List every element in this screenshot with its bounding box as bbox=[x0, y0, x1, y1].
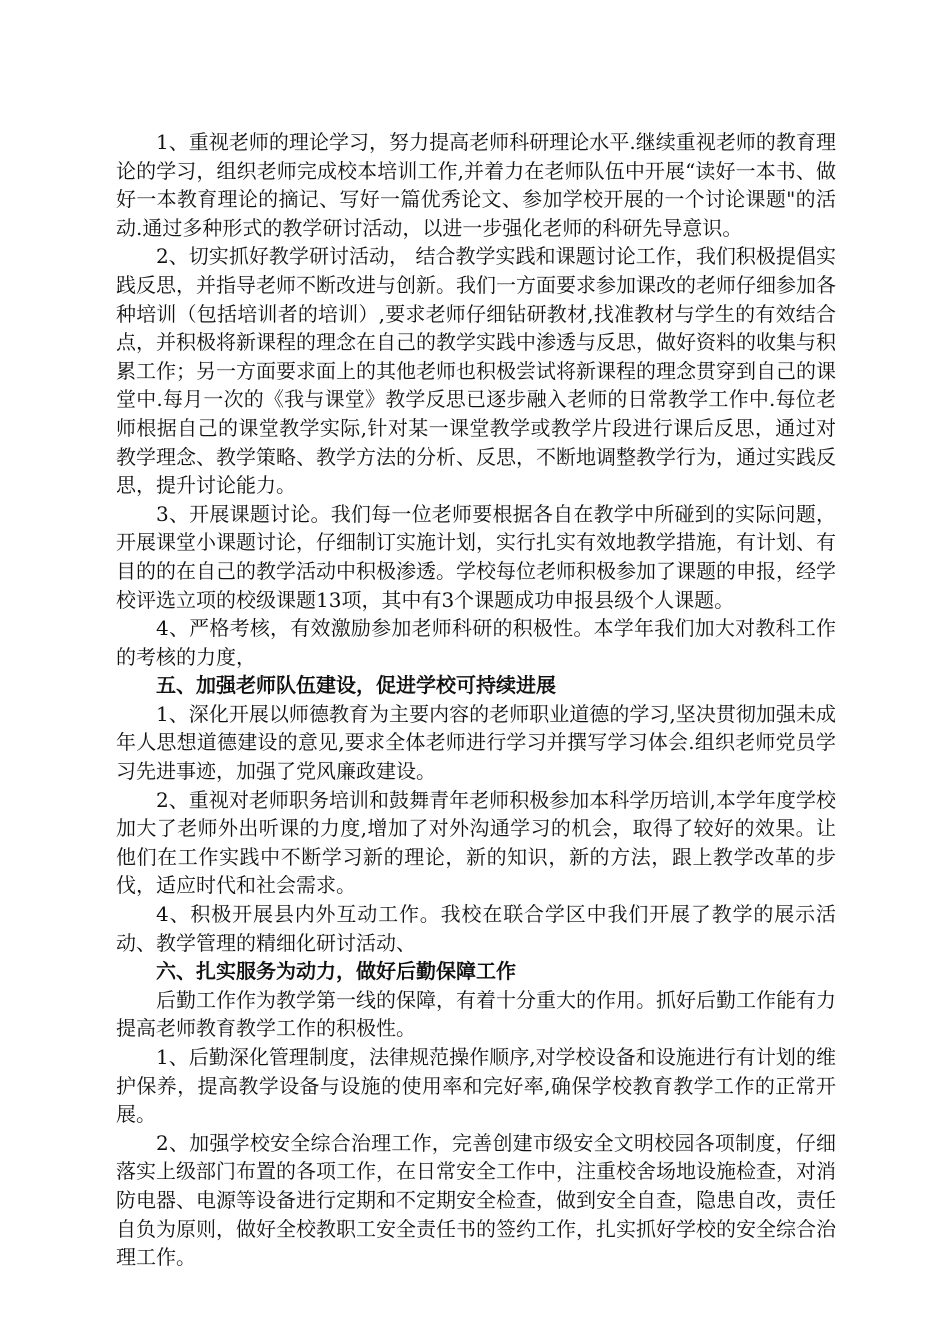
paragraph-research-theory: 1、重视老师的理论学习，努力提高老师科研理论水平.继续重视老师的教育理论的学习，组织老师完成校本培训工作,并着力在老师队伍中开展“读好一本书、做好一本教育理论的摘记、写好一篇优秀论文、参加学校开展的一个讨论课题"的活动.通过多种形式的教学研讨活动，以进一步强化老师的科研先导意识。 bbox=[116, 130, 836, 240]
paragraph-teaching-research: 2、切实抓好教学研讨活动， 结合教学实践和课题讨论工作，我们积极提倡实践反思，并指导老师不断改进与创新。我们一方面要求参加课改的老师仔细参加各种培训（包括培训者的培训）,要求老师仔细钻研教材,找准教材与学生的有效结合点，并积极将新课程的理念在自己的教学实践中渗透与反思，做好资料的收集与积累工作；另一方面要求面上的其他老师也积极尝试将新课程的理念贯穿到自己的课堂中.每月一次的《我与课堂》教学反思已逐步融入老师的日常教学工作中.每位老师根据自己的课堂教学实际,针对某一课堂教学或教学片段进行课后反思，通过对教学理念、教学策略、教学方法的分析、反思，不断地调整教学行为，通过实践反思，提升讨论能力。 bbox=[116, 244, 836, 498]
paragraph-assessment: 4、严格考核，有效激励参加老师科研的积极性。本学年我们加大对教科工作的考核的力度， bbox=[116, 616, 836, 669]
paragraph-safety: 2、加强学校安全综合治理工作，完善创建市级安全文明校园各项制度，仔细落实上级部门布置的各项工作，在日常安全工作中，注重校舍场地设施检查，对消防电器、电源等设备进行定期和不定期安全检查，做到安全自查，隐患自改，责任自负为原则，做好全校教职工安全责任书的签约工作，扎实抓好学校的安全综合治理工作。 bbox=[116, 1130, 836, 1270]
document-page bbox=[116, 128, 836, 1272]
section-heading-teacher-team: 五、加强老师队伍建设，促进学校可持续进展 bbox=[156, 673, 556, 698]
paragraph-ethics-education: 1、深化开展以师德教育为主要内容的老师职业道德的学习,坚决贯彻加强未成年人思想道德建设的意见,要求全体老师进行学习并撰写学习体会.组织老师党员学习先进事迹，加强了党风廉政建设。 bbox=[116, 701, 836, 784]
section-heading-logistics: 六、扎实服务为动力，做好后勤保障工作 bbox=[156, 959, 516, 984]
paragraph-interaction: 4、积极开展县内外互动工作。我校在联合学区中我们开展了教学的展示活动、教学管理的精细化研讨活动、 bbox=[116, 902, 836, 955]
paragraph-management: 1、后勤深化管理制度，法律规范操作顺序,对学校设备和设施进行有计划的维护保养，提高教学设备与设施的使用率和完好率,确保学校教育教学工作的正常开展。 bbox=[116, 1045, 836, 1127]
paragraph-topic-discussion: 3、开展课题讨论。我们每一位老师要根据各自在教学中所碰到的实际问题，开展课堂小课题讨论，仔细制订实施计划，实行扎实有效地教学措施，有计划、有目的的在自己的教学活动中积极渗透。学校每位老师积极参加了课题的申报，经学校评选立项的校级课题13项，其中有3个课题成功申报县级个人课题。 bbox=[116, 501, 836, 612]
paragraph-training: 2、重视对老师职务培训和鼓舞青年老师积极参加本科学历培训,本学年度学校加大了老师外出听课的力度,增加了对外沟通学习的机会，取得了较好的效果。让他们在工作实践中不断学习新的理论，新的知识，新的方法，跟上教学改革的步伐，适应时代和社会需求。 bbox=[116, 787, 836, 898]
paragraph-logistics-intro: 后勤工作作为教学第一线的保障，有着十分重大的作用。抓好后勤工作能有力提高老师教育教学工作的积极性。 bbox=[116, 987, 836, 1041]
